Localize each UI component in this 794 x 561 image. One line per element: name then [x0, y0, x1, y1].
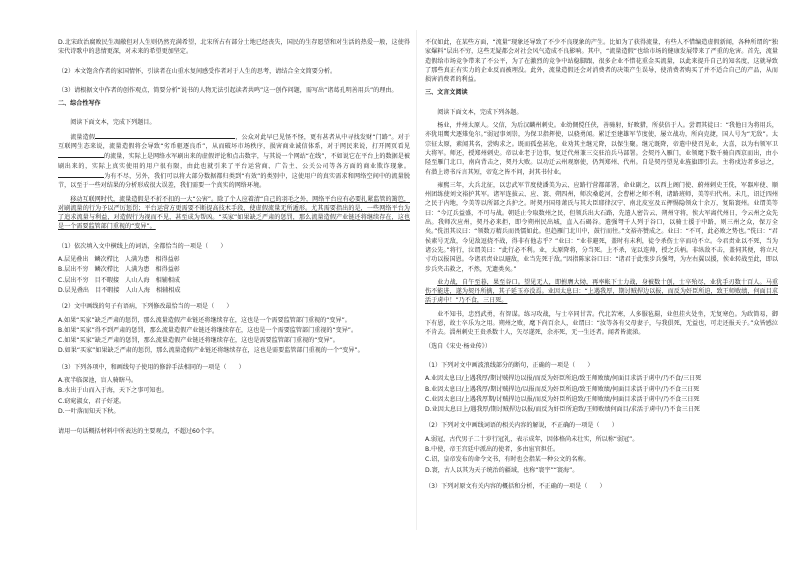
section-title-2: 二、综合性写作 [58, 100, 101, 108]
question-4: （1）依次填入文中横线上的词语，全都恰当的一项是（ ） [58, 242, 227, 250]
question-2: （2）本文饱含作者的家国情怀，引读者在山重水复间感受作者对于人生的思考，请结合全文简要分析。 [58, 67, 337, 75]
option-a: A.层见叠出 鳞次栉比 人满为患 相得益彰 [58, 256, 180, 264]
question-9-options [425, 435, 778, 475]
option-d: D.一叶落而知天下秋。 [58, 407, 120, 415]
option-b: B.如果“买家”得不到严肃的惩罚，那么流量造假产业链还将继续存在，这也是一个需要监管部门重视的“变异”。 [58, 326, 358, 334]
option-c: C.层出不穷 目不暇接 人山人海 相辅相成 [58, 276, 180, 284]
passage-text: 流量造假 [70, 133, 96, 141]
option-d: D.如果“买家”如果缺乏严肃的惩罚，那么流量造假产业链还将继续存在，这也是需要监管部门重视的一个“变异”。 [58, 347, 364, 355]
classical-paragraph-4: 业不知书，忠烈武勇，有智谋。练习攻战，与士卒同甘苦。代北苦寒，人多服毡罽，业但挂火处坐，无复寒色。为政简易，御下有恩，故士卒乐为之用。朔州之败，麾下尚百余人，业谓曰：“汝等各有父母妻子，与我俱死，无益也，可走还报天子。”众皆感泣不肯去。淄州刺史王贵杀数十人，矢尽遂死，余亦死，无一生还者。闻者皆流涕。 [425, 310, 778, 337]
option-b: B.层出不穷 鳞次栉比 人满为患 相得益彰 [58, 266, 180, 274]
question-5-options [58, 316, 410, 356]
option-c: C.业因太息曰/上遇我厚期/讨贼捍边以报/而反为奸臣所迫致/王师败绩/何面目求活于虏中/乃不食三日死 [425, 395, 700, 403]
question-4-options [58, 255, 410, 295]
question-8: （1）下列对文中画波浪线部分的断句，正确的一项是（ ） [425, 361, 594, 369]
option-c: C.诏，皇帝发布的命令文书，有时也会指某一种公文的名称。 [425, 456, 590, 464]
passage-text: 为有不尽，另外，我们可以将大部分数据都归类到“有效”的类别中，这使用户的真实需求和网络空间中的流量脱节，以至于一些对结果的分析形成很大误差，我们需要一个真实的网络环境。 [58, 172, 410, 190]
option-a: A.业因太息曰/上遇我厚/期讨贼捍边以报/而反为奸臣所迫/致王师败绩/何面目求活于虏中/乃不食/三日死 [425, 375, 702, 383]
section-title-3: 三、文言文阅读 [425, 89, 468, 97]
continued-paragraph: 不仅如此，在某些方面，“流量”现象还导致了不少不良现象的产生。比如为了获得流量，有些人不惜编造虚假新闻，各种所谓的“独家爆料”层出不穷，这些无疑都会对社会风气造成不良影响。其中，“流量造假”也给市场的健康发展带来了严重的危害。首先，流量造假给市场竞争带来了不公平，为了在激烈的竞争中站稳脚跟，很多企业不惜花重金买流量，以此来提升自己的知名度，这就导致了那些真正有实力的企业反而被埋没。此外，流量造假还会对消费者的决策产生误导，使消费者购买了并不适合自己的产品，从而损害消费者的利益。 [425, 39, 778, 84]
source-citation: （选自《宋史·杨业传》） [425, 342, 491, 350]
fill-blank [58, 171, 104, 178]
classical-paragraph-2: 雍熙三年，大兵北征，以忠武军节度使潘美为云、应路行营都部署，命业副之，以西上阁门使、蔚州刺史王侁，军器库使、顺州团练使刘文裕护其军。诸军连拔云、应、寰、朔四州，师次桑乾河，会曹彬之师不利，诸路班师，美等归代州。未几，诏迁四州之民于内地，令美等以所部之兵护之。时契丹国母萧氏与其大臣耶律汉宁、南北皮室及五押惕隐领众十余万，复陷寰州。业谓美等曰：“今辽兵益盛，不可与战。朝廷止令取数州之民，但领兵出大石路，先遣人密告云、朔州守将，俟大军离代州日，令云州之众先出。我师次应州，契丹必来拒，即令朔州民出城，直入石碣谷。遣强弩千人列于谷口，以骑士援于中路，则三州之众，保万全矣。”侁沮其议曰：“领数万精兵而畏懦如此。但趋雁门北川中，鼓行而往。”文裕亦赞成之。业曰：“不可，此必败之势也。”侁曰：“君侯素号无敌，今见敌逗挠不战，得非有他志乎？”业曰：“业非避死，盖时有未利，徒令杀伤士卒而功不立。今君责业以不死，当为诸公先。”将行，泣谓美曰：“此行必不利。业，太原降将，分当死。上不杀，宠以连帅，授之兵柄。非纵敌不击，盖伺其便，将立尺寸功以报国恩。今诸君责业以避敌，业当先死于敌。”因指陈家谷口曰：“诸君于此张步兵强弩，为左右翼以援，俟业转战至此，即以步兵夹击救之，不然，无遗类矣。” [425, 181, 778, 273]
question-3: （3）请根据文中作者的创作观点，简要分析“说书的人物无法引起读者共鸣”这一创作问题，需写出“诸葛孔明善用兵”的理由。 [58, 86, 398, 94]
option-c: C.窈窕淑女，君子好逑。 [58, 397, 126, 405]
column-divider [416, 30, 417, 530]
fill-blank [58, 151, 104, 158]
question-10: （3）下列对原文有关内容的概括和分析，不正确的一项是（ ） [425, 482, 606, 490]
option-a: A.夜半临深池，盲人骑瞎马。 [58, 377, 138, 385]
question-6-options [58, 376, 410, 416]
passage-paragraph-1 [58, 132, 410, 191]
passage-intro: 阅读下面文本，完成下列各题。 [437, 108, 523, 116]
fill-blank [95, 132, 235, 139]
classical-paragraph-3: 业力战，自午至暮，果至谷口。望见无人，即拊膺大恸，再率帐下士力战，身被数十创，士卒殆尽，业犹手刃数十百人。马重伤不能进，遂为契丹所擒，其子延玉亦没焉。业因太息曰：“上遇我厚，期讨贼捍边以报，而反为奸臣所迫，致王师败绩，何面目求活于虏中！”乃不食，三日死。 [425, 278, 778, 305]
option-b: B.水出于山而入于海，天下之事可知也。 [58, 387, 168, 395]
option-a: A.如果“买家”缺乏严肃的惩罚，那么流量造假产业链还将继续存在，这也是一个需要监管部门重视的“变异”。 [58, 316, 351, 324]
option-b: B.中使，帝王宫廷中派出的使者，多由宦官担任。 [425, 445, 560, 453]
option-d: D.层见叠出 目不暇接 人山人海 相辅相成 [58, 286, 181, 294]
option-d: D.寰，古人以其为天子统治的疆域，也称“寰宇”“寰海”。 [425, 466, 579, 474]
question-7: 请用一句话概括材料中所表达的主要观点，不超过60个字。 [58, 428, 219, 436]
right-column [425, 38, 778, 495]
passage-text: 的流量，实际上是网络水军刷出来的虚假评论和点击数字，与其说一个网站“在线”，不如说它在平台上的数据是被刷出来的，实际上真实使用的用户很有限，由此也就引来了平台运营商、广告主、公关公司等各方面的商业欺诈现象。 [58, 153, 410, 170]
classical-paragraph-1: 杨业，并州太原人。父信，为后汉麟州刺史。业幼倜傥任侠，善骑射，好畋猎，所获倍于人。尝谓其徒曰：“我他日为将用兵，亦犹用鹰犬逐雉兔尔。”弱冠事刘崇，为保卫指挥使，以骁勇闻。累迁至建雄军节度使，屡立战功，所向克捷，国人号为“无敌”。太宗征太原，素闻其名，尝购求之。既而孤垒甚危，业劝其主继元降，以保生聚。继元既降，帝遣中使召见业，大喜，以为右领军卫大将军。师还，授郑州刺史。帝以业老于边事，复迁代州兼三交驻泊兵马部署。会契丹入雁门，业领麾下数千骑自西京而出，由小陉至雁门北口，南向背击之，契丹大败。以功迁云州观察使，仍判郑州、代州。自是契丹望见业旌旗即引去。主将戍边者多忌之，有潜上谤书斥言其短，帝览之皆不问，封其书付业。 [425, 122, 778, 176]
option-d: D.业因太息曰上/遇我厚/期讨贼捍边以报/而反为奸臣所迫致/王师败绩何面目/求活于虏中/乃不食三日死 [425, 406, 700, 414]
passage-text: ，公众对此早已见怪不怪，更有甚者从中寻找发财“门路”。对于互联网生态来说，流量造假将会导致“劣币驱逐良币”，从而破坏市场秩序，损害商业诚信体系，对于网民来说，打开网页看见 [58, 133, 410, 151]
option-d-text: D.北宋政治腐败民生凋敝但对人生则仍然充满希望，北宋所占有部分土地已经丧失，国民的生存愿望和对生活的热爱一般，这使得宋代诗歌中的悲情更深，对未来的希望更加坚定。 [58, 39, 410, 56]
question-9: （2）下列对文中画线词语的相关内容的解说，不正确的一项是（ ） [425, 422, 618, 430]
option-a: A.弱冠，古代男子二十岁行冠礼，表示成年，因体格尚未壮实，所以称“弱冠”。 [425, 435, 639, 443]
question-5: （2）文中画线的句子有语病，下列修改最恰当的一项是（ ） [58, 303, 233, 311]
option-c: C.如果“买家”缺乏严肃的惩罚，那么流量造假产业链还将继续存在，这也是需要监管部门重视的“变异”。 [58, 337, 339, 345]
option-b: B.业因太息曰/上遇我厚/期讨贼捍边/以报而反为奸臣所迫/致王师败绩/何面目求活于虏中/乃不食三日死 [425, 385, 700, 393]
left-column [58, 38, 410, 441]
passage-intro: 阅读下面文本，完成下列题目。 [70, 119, 156, 127]
question-8-options [425, 374, 778, 414]
question-6: （3）下列各项中，和画线句子使用的修辞手法相同的一项是（ ） [58, 363, 245, 371]
passage-paragraph-2: 移动互联网时代，流量造假是不折不扣的一大“公害”。除了个人应着清“自己的羽毛之外，网络平台应有必要扎紧监管的篱笆，对刷流量的行为予以严厉惩罚；平台运营方更需要不断提高技术手段，使虚假流量无所遁形。尤其需要指出的是，一些网络平台为了追求流量与利益，对造假行为视而不见，甚至成为帮凶。“买家”如果缺乏严肃的惩罚，那么流量造假产业链还将继续存在，这也是一个需要监管部门重视的“变异”。 [58, 195, 410, 231]
